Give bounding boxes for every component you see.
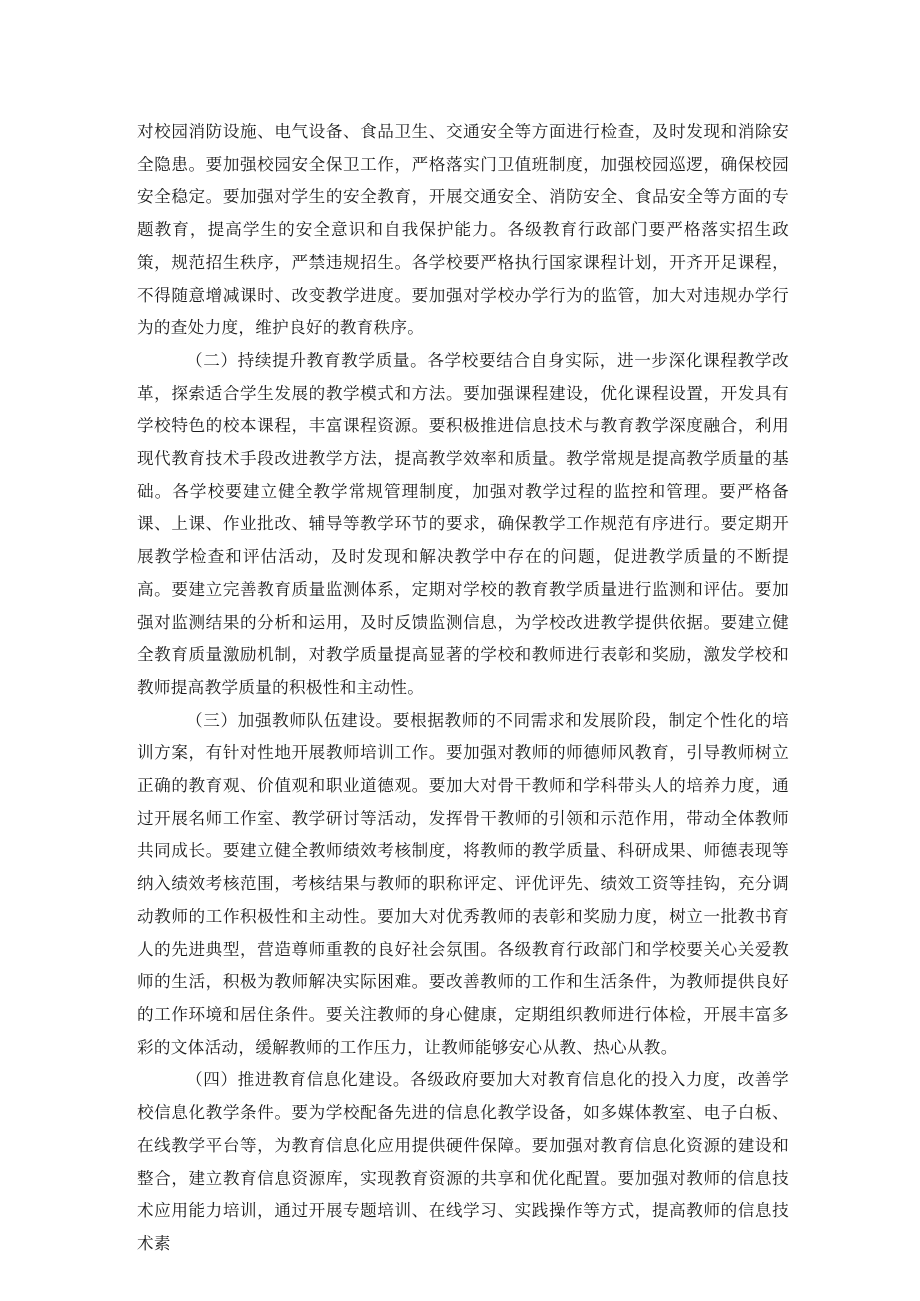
paragraph-teacher-development: （三）加强教师队伍建设。要根据教师的不同需求和发展阶段，制定个性化的培训方案，有针对性地开展教师培训工作。要加强对教师的师德师风教育，引导教师树立正确的教育观、价值观和职业道德观。要加大对骨干教师和学科带头人的培养力度，通过开展名师工作室、教学研讨等活动，发挥骨干教师的引领和示范作用，带动全体教师共同成长。要建立健全教师绩效考核制度，将教师的教学质量、科研成果、师德表现等纳入绩效考核范围，考核结果与教师的职称评定、评优评先、绩效工资等挂钩，充分调动教师的工作积极性和主动性。要加大对优秀教师的表彰和奖励力度，树立一批教书育人的先进典型，营造尊师重教的良好社会氛围。各级教育行政部门和学校要关心关爱教师的生活，积极为教师解决实际困难。要改善教师的工作和生活条件，为教师提供良好的工作环境和居住条件。要关注教师的身心健康，定期组织教师进行体检，开展丰富多彩的文体活动，缓解教师的工作压力，让教师能够安心从教、热心从教。: [137, 710, 789, 1057]
paragraph-teaching-quality: （二）持续提升教育教学质量。各学校要结合自身实际，进一步深化课程教学改革，探索适合学生发展的教学模式和方法。要加强课程建设，优化课程设置，开发具有学校特色的校本课程，丰富课程资源。要积极推进信息技术与教育教学深度融合，利用现代教育技术手段改进教学方法，提高教学效率和质量。教学常规是提高教学质量的基础。各学校要建立健全教学常规管理制度，加强对教学过程的监控和管理。要严格备课、上课、作业批改、辅导等教学环节的要求，确保教学工作规范有序进行。要定期开展教学检查和评估活动，及时发现和解决教学中存在的问题，促进教学质量的不断提高。要建立完善教育质量监测体系，定期对学校的教育教学质量进行监测和评估。要加强对监测结果的分析和运用，及时反馈监测信息，为学校改进教学提供依据。要建立健全教育质量激励机制，对教学质量提高显著的学校和教师进行表彰和奖励，激发学校和教师提高教学质量的积极性和主动性。: [137, 350, 789, 697]
document-page: [137, 116, 789, 1261]
paragraph-safety: 对校园消防设施、电气设备、食品卫生、交通安全等方面进行检查，及时发现和消除安全隐患。要加强校园安全保卫工作，严格落实门卫值班制度，加强校园巡逻，确保校园安全稳定。要加强对学生的安全教育，开展交通安全、消防安全、食品安全等方面的专题教育，提高学生的安全意识和自我保护能力。各级教育行政部门要严格落实招生政策，规范招生秩序，严禁违规招生。各学校要严格执行国家课程计划，开齐开足课程，不得随意增减课时、改变教学进度。要加强对学校办学行为的监管，加大对违规办学行为的查处力度，维护良好的教育秩序。: [137, 122, 789, 338]
paragraph-education-informatization: （四）推进教育信息化建设。各级政府要加大对教育信息化的投入力度，改善学校信息化教学条件。要为学校配备先进的信息化教学设备，如多媒体教室、电子白板、在线教学平台等，为教育信息化应用提供硬件保障。要加强对教育信息化资源的建设和整合，建立教育信息资源库，实现教育资源的共享和优化配置。要加强对教师的信息技术应用能力培训，通过开展专题培训、在线学习、实践操作等方式，提高教师的信息技术素: [137, 1070, 789, 1253]
